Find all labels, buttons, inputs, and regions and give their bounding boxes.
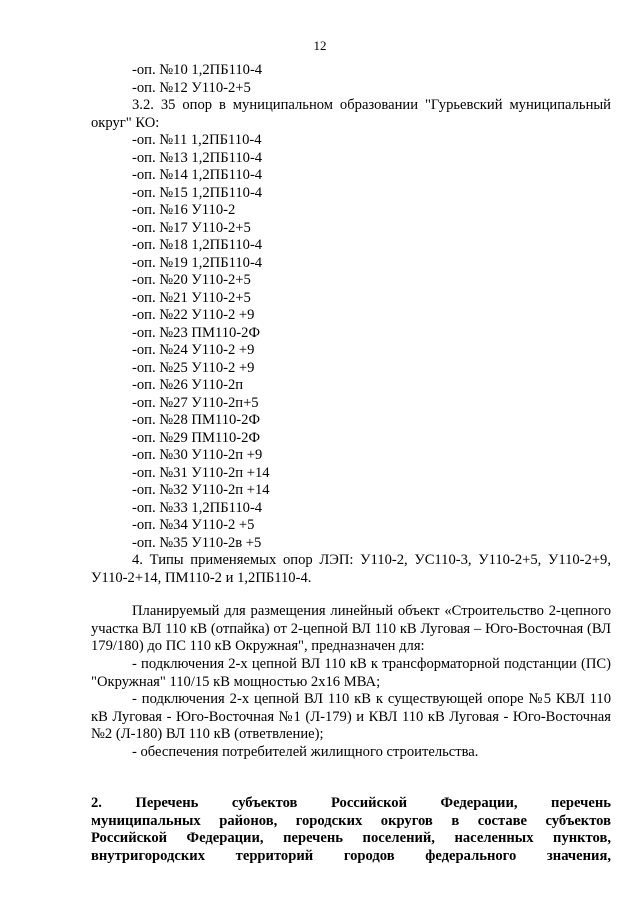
purpose-item (91, 656, 611, 691)
support-item: -оп. №17 У110-2+5 (132, 220, 251, 236)
heading-line: муниципальных районов, городских округов в составе субъектов (91, 812, 611, 829)
section-4-text (91, 552, 611, 587)
support-item: -оп. №29 ПМ110-2Ф (132, 430, 260, 446)
purpose-text: - подключения 2-х цепной ВЛ 110 кВ к трансформаторной подстанции (ПС) "Окружная" 110/15 кВ мощностью 2х16 МВА; (91, 656, 611, 690)
support-item: -оп. №14 1,2ПБ110-4 (132, 167, 263, 183)
support-item: -оп. №23 ПМ110-2Ф (132, 325, 260, 341)
support-item: -оп. №32 У110-2п +14 (132, 482, 270, 498)
purpose-item (91, 744, 611, 762)
section-3-2-text (91, 97, 611, 132)
support-item: -оп. №28 ПМ110-2Ф (132, 412, 260, 428)
support-item: -оп. №21 У110-2+5 (132, 290, 251, 306)
support-item: -оп. №15 1,2ПБ110-4 (132, 185, 263, 201)
support-item: -оп. №34 У110-2 +5 (132, 517, 255, 533)
support-item: -оп. №22 У110-2 +9 (132, 307, 255, 323)
page-number: 12 (313, 38, 327, 53)
purpose-text: - обеспечения потребителей жилищного строительства. (132, 744, 479, 760)
support-item: -оп. №19 1,2ПБ110-4 (132, 255, 263, 271)
section-4-label: 4. Типы применяемых опор ЛЭП: У110-2, УС110-3, У110-2+5, У110-2+9, У110-2+14, ПМ110-2 и 1,2ПБ110-4. (91, 552, 611, 586)
section-2-heading (91, 795, 611, 865)
support-item: -оп. №18 1,2ПБ110-4 (132, 237, 263, 253)
support-item: -оп. №31 У110-2п +14 (132, 465, 270, 481)
planned-object-text: Планируемый для размещения линейный объект «Строительство 2-цепного участка ВЛ 110 кВ (отпайка) от 2-цепной ВЛ 110 кВ Луговая – Юго-Восточная (ВЛ 179/180) до ПС 110 кВ Окружная", предназначен для: (91, 603, 611, 655)
support-item: -оп. №16 У110-2 (132, 202, 236, 218)
support-item: -оп. №24 У110-2 +9 (132, 342, 255, 358)
support-item: -оп. №10 1,2ПБ110-4 (132, 62, 263, 78)
heading-line: Российской Федерации, перечень поселений, населенных пунктов, (91, 830, 611, 847)
heading-line: 2. Перечень субъектов Российской Федерации, перечень (91, 795, 611, 811)
support-item: -оп. №11 1,2ПБ110-4 (132, 132, 262, 148)
support-item: -оп. №13 1,2ПБ110-4 (132, 150, 263, 166)
support-item: -оп. №35 У110-2в +5 (132, 535, 262, 551)
purpose-item (91, 691, 611, 744)
support-item: -оп. №33 1,2ПБ110-4 (132, 500, 263, 516)
purpose-text: - подключения 2-х цепной ВЛ 110 кВ к существующей опоре №5 КВЛ 110 кВ Луговая - Юго-Восточная №1 (Л-179) и КВЛ 110 кВ Луговая - Юго-Восточная №2 (Л-180) ВЛ 110 кВ (ответвление); (91, 691, 611, 743)
support-item: -оп. №26 У110-2п (132, 377, 244, 393)
support-item: -оп. №25 У110-2 +9 (132, 360, 255, 376)
support-item: -оп. №30 У110-2п +9 (132, 447, 263, 463)
planned-object-paragraph (91, 603, 611, 656)
support-item: -оп. №12 У110-2+5 (132, 80, 251, 96)
heading-line: внутригородских территорий городов федерального значения, (91, 847, 611, 864)
support-item: -оп. №27 У110-2п+5 (132, 395, 259, 411)
section-3-2-label: 3.2. 35 опор в муниципальном образовании "Гурьевский муниципальный округ" КО: (91, 97, 611, 131)
support-item: -оп. №20 У110-2+5 (132, 272, 251, 288)
